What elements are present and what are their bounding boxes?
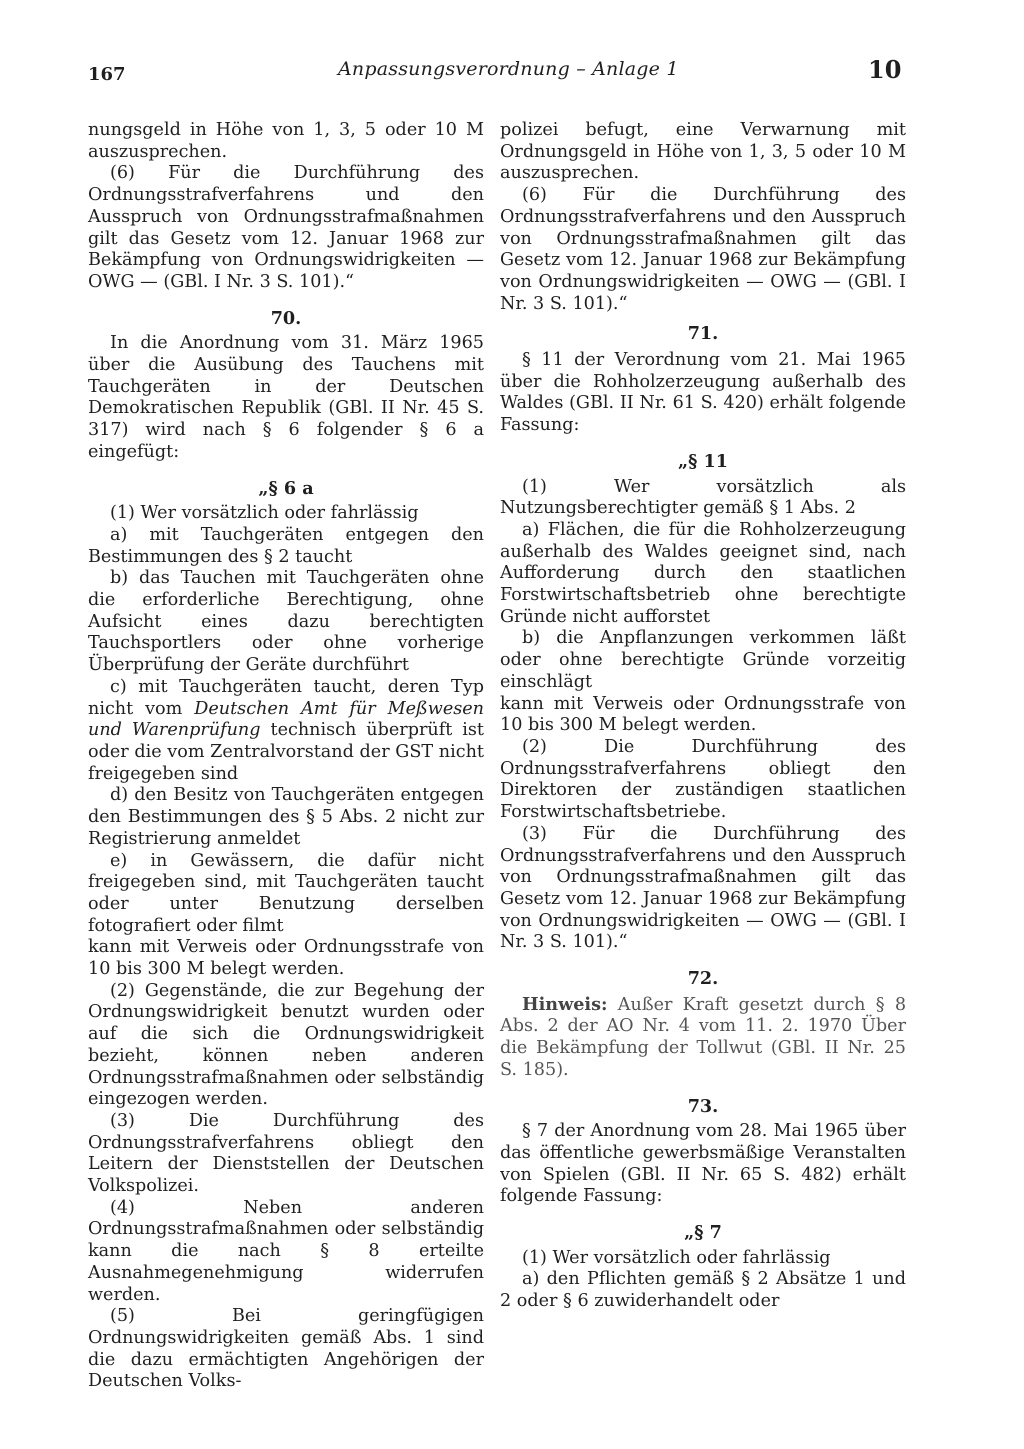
section-heading-71: 71. xyxy=(687,323,719,345)
note-paragraph xyxy=(500,994,906,1082)
section-heading-73: 73. xyxy=(687,1095,719,1117)
section-heading-70: 70. xyxy=(270,307,302,329)
paragraph: (2) Gegenstände, die zur Begehung der Ordnungswidrigkeit benutzt wurden oder auf die sich die Ordnungswidrigkeit bezieht, können neben anderen Ordnungsstrafmaßnahmen oder selbständig eingezogen werden. xyxy=(88,980,484,1110)
paragraph: (5) Bei geringfügigen Ordnungswidrigkeiten gemäß Abs. 1 sind die dazu ermächtigten Angehörigen der Deutschen Volks- xyxy=(88,1306,484,1392)
paragraph-heading-11: „§ 11 xyxy=(678,450,728,472)
paragraph: (3) Die Durchführung des Ordnungsstrafverfahrens obliegt den Leitern der Dienststellen der Deutschen Volkspolizei. xyxy=(88,1110,484,1197)
paragraph: (1) Wer vorsätzlich oder fahrlässig xyxy=(522,1247,831,1268)
paragraph: (6) Für die Durchführung des Ordnungsstrafverfahrens und den Ausspruch von Ordnungsstrafmaßnahmen gilt das Gesetz vom 12. Januar 1968 zur Bekämpfung von Ordnungswidrigkeiten — OWG — (GBl. I Nr. 3 S. 101).“ xyxy=(500,185,906,314)
paragraph: (1) Wer vorsätzlich als Nutzungsberechtigter gemäß § 1 Abs. 2 xyxy=(500,476,906,519)
list-item xyxy=(88,677,484,786)
paragraph: In die Anordnung vom 31. März 1965 über die Ausübung des Tauchens mit Tauchgeräten in der Deutschen Demokratischen Republik (GBl. II Nr. 45 S. 317) wird nach § 6 folgender § 6 a eingefügt: xyxy=(88,333,484,462)
paragraph: (3) Für die Durchführung des Ordnungsstrafverfahrens und den Ausspruch von Ordnungsstrafmaßnahmen gilt das Gesetz vom 12. Januar 1968 zur Bekämpfung von Ordnungswidrigkeiten — OWG — (GBl. I Nr. 3 S. 101).“ xyxy=(500,823,906,953)
page-header xyxy=(0,55,1024,88)
right-column xyxy=(500,120,906,1313)
list-item-text: c) mit Tauchgeräten taucht, deren Typ nicht vom xyxy=(88,676,484,719)
paragraph: (6) Für die Durchführung des Ordnungsstrafverfahrens und den Ausspruch von Ordnungsstrafmaßnahmen gilt das Gesetz vom 12. Januar 1968 zur Bekämpfung von Ordnungswidrigkeiten — OWG — (GBl. I Nr. 3 S. 101).“ xyxy=(88,163,484,292)
list-item: b) die Anpflanzungen verkommen läßt oder ohne berechtigte Gründe vorzeitig einschlägt xyxy=(500,628,906,692)
paragraph-heading-6a: „§ 6 a xyxy=(258,477,314,499)
paragraph: (2) Die Durchführung des Ordnungsstrafverfahrens obliegt den Direktoren der zuständigen staatlichen Forstwirtschaftsbetriebe. xyxy=(500,736,906,823)
list-item: a) mit Tauchgeräten entgegen den Bestimmungen des § 2 taucht xyxy=(88,524,484,567)
paragraph: (1) Wer vorsätzlich oder fahrlässig xyxy=(110,503,419,524)
running-title: Anpassungsverordnung – Anlage 1 xyxy=(338,58,679,80)
paragraph: § 11 der Verordnung vom 21. Mai 1965 über die Rohholzerzeugung außerhalb des Waldes (GBl. II Nr. 61 S. 420) erhält folgende Fassung: xyxy=(500,350,906,436)
page-number: 167 xyxy=(88,64,126,85)
paragraph: polizei befugt, eine Verwarnung mit Ordnungsgeld in Höhe von 1, 3, 5 oder 10 M auszusprechen. xyxy=(500,120,906,184)
paragraph: kann mit Verweis oder Ordnungsstrafe von 10 bis 300 M belegt werden. xyxy=(88,937,484,980)
list-item: d) den Besitz von Tauchgeräten entgegen den Bestimmungen des § 5 Abs. 2 nicht zur Registrierung anmeldet xyxy=(88,785,484,849)
paragraph-heading-7: „§ 7 xyxy=(684,1222,722,1244)
left-column xyxy=(88,120,484,1393)
list-item: a) den Pflichten gemäß § 2 Absätze 1 und 2 oder § 6 zuwiderhandelt oder xyxy=(500,1269,906,1312)
paragraph: § 7 der Anordnung vom 28. Mai 1965 über das öffentliche gewerbsmäßige Veranstalten von Spielen (GBl. II Nr. 65 S. 482) erhält folgende Fassung: xyxy=(500,1121,906,1207)
paragraph: nungsgeld in Höhe von 1, 3, 5 oder 10 M auszusprechen. xyxy=(88,120,484,162)
paragraph: kann mit Verweis oder Ordnungsstrafe von 10 bis 300 M belegt werden. xyxy=(500,693,906,736)
section-number: 10 xyxy=(868,55,902,84)
list-item: a) Flächen, die für die Rohholzerzeugung außerhalb des Waldes geeignet sind, nach Aufforderung durch den staatlichen Forstwirtschaftsbetrieb ohne berechtigte Gründe nicht aufforstet xyxy=(500,519,906,627)
list-item: b) das Tauchen mit Tauchgeräten ohne die erforderliche Berechtigung, ohne Aufsicht eines dazu berechtigten Tauchsportlers oder ohne vorherige Überprüfung der Geräte durchführt xyxy=(88,568,484,676)
section-heading-72: 72. xyxy=(687,968,719,990)
note-text: Außer Kraft gesetzt durch § 8 Abs. 2 der AO Nr. 4 vom 11. 2. 1970 Über die Bekämpfung der Tollwut (GBl. II Nr. 25 S. 185). xyxy=(500,994,907,1080)
list-item: e) in Gewässern, die dafür nicht freigegeben sind, mit Tauchgeräten taucht oder unter Benutzung derselben fotografiert oder filmt xyxy=(88,850,484,936)
authority-name: Deutschen Amt für Meßwesen und Warenprüfung xyxy=(88,698,484,741)
list-item-text: technisch überprüft ist oder die vom Zentralvorstand der GST nicht freigegeben sind xyxy=(88,720,484,784)
paragraph: (4) Neben anderen Ordnungsstrafmaßnahmen oder selbständig kann die nach § 8 erteilte Ausnahmegenehmigung widerrufen werden. xyxy=(88,1197,484,1305)
note-label: Hinweis: xyxy=(522,993,608,1015)
